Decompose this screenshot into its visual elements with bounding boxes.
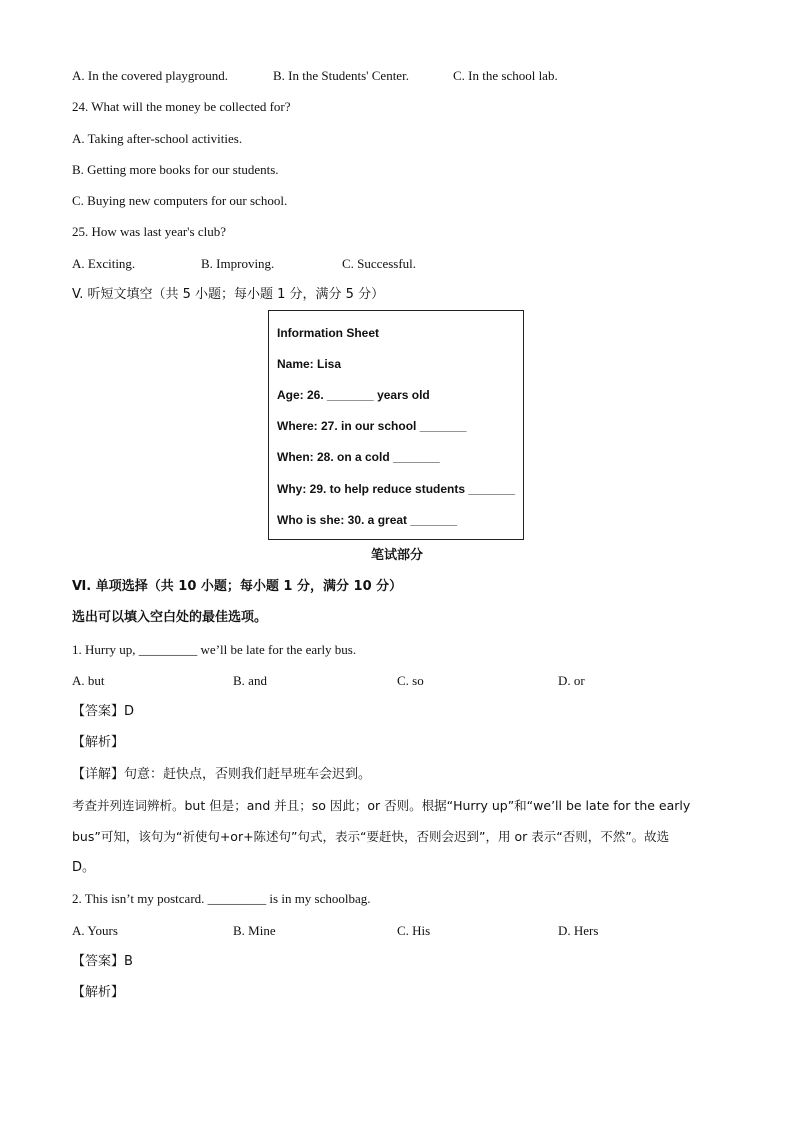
q1-option-d: D. or [558, 673, 585, 688]
q25-option-c: C. Successful. [342, 256, 417, 271]
info-row-why: Why: 29. to help reduce students _______ [277, 482, 516, 496]
q1-question: 1. Hurry up, _________ we’ll be late for the early bus. [72, 642, 357, 657]
info-row-name: Name: Lisa [277, 357, 342, 371]
section-5-title: V. 听短文填空（共 5 小题；每小题 1 分，满分 5 分） [72, 287, 385, 302]
q1-analysis-label: 【解析】 [72, 735, 125, 750]
info-sheet-title: Information Sheet [277, 326, 380, 340]
q1-explanation-line-3: D。 [72, 860, 96, 875]
q24-option-a: A. Taking after-school activities. [72, 131, 243, 146]
q23-option-b: B. In the Students' Center. [273, 68, 409, 83]
info-row-age: Age: 26. _______ years old [277, 388, 430, 402]
q1-answer: 【答案】D [72, 704, 135, 719]
q1-detail: 【详解】句意：赶快点，否则我们赶早班车会迟到。 [72, 767, 372, 782]
q1-option-b: B. and [233, 673, 267, 688]
section-6-instruction: 选出可以填入空白处的最佳选项。 [72, 610, 268, 625]
information-sheet [268, 310, 524, 540]
q2-question: 2. This isn’t my postcard. _________ is in my schoolbag. [72, 891, 371, 906]
q1-option-c: C. so [397, 673, 424, 688]
q25-question: 25. How was last year's club? [72, 224, 226, 239]
q2-analysis-label: 【解析】 [72, 985, 125, 1000]
info-row-where: Where: 27. in our school _______ [277, 419, 467, 433]
q1-explanation-line-2: bus”可知，该句为“祈使句+or+陈述句”句式，表示“要赶快，否则会迟到”，用 or 表示“否则，不然”。故选 [72, 829, 670, 844]
q24-option-c: C. Buying new computers for our school. [72, 193, 288, 208]
q25-option-b: B. Improving. [201, 256, 275, 271]
q1-explanation-line-1: 考查并列连词辨析。but 但是；and 并且；so 因此；or 否则。根据“Hurry up”和“we’ll be late for the early [72, 798, 691, 813]
q24-option-b: B. Getting more books for our students. [72, 162, 279, 177]
q25-option-a: A. Exciting. [72, 256, 136, 271]
q23-option-c: C. In the school lab. [453, 68, 558, 83]
info-row-who: Who is she: 30. a great _______ [277, 513, 458, 527]
section-6-title: Ⅵ. 单项选择（共 10 小题；每小题 1 分，满分 10 分） [72, 579, 403, 594]
q2-answer: 【答案】B [72, 954, 133, 969]
q2-option-a: A. Yours [72, 923, 118, 938]
q2-option-d: D. Hers [558, 923, 599, 938]
q1-option-a: A. but [72, 673, 105, 688]
q23-option-a: A. In the covered playground. [72, 68, 228, 83]
info-row-when: When: 28. on a cold _______ [277, 450, 440, 464]
q24-question: 24. What will the money be collected for? [72, 99, 291, 114]
q2-option-b: B. Mine [233, 923, 276, 938]
written-part-heading: 笔试部分 [370, 548, 423, 563]
q2-option-c: C. His [397, 923, 431, 938]
